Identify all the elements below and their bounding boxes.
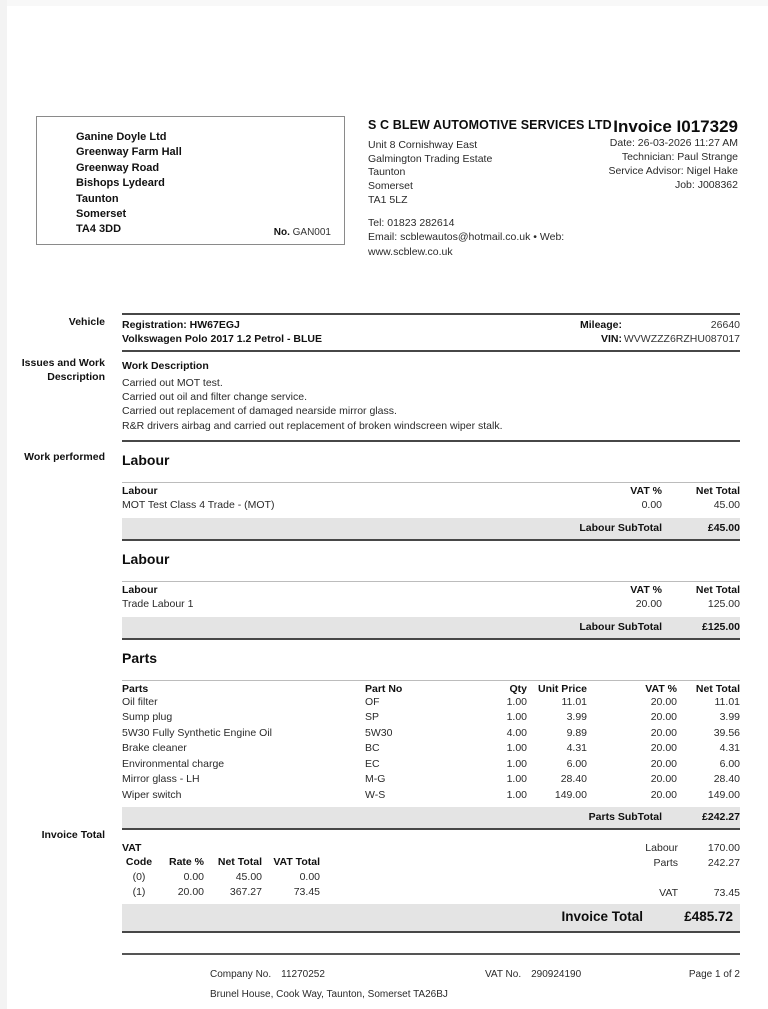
account-number	[274, 227, 331, 238]
column-header: Parts	[122, 682, 149, 695]
part-vat: 20.00	[650, 788, 677, 801]
labour1-subtotal-label: Labour SubTotal	[579, 522, 662, 535]
part-vat: 20.00	[650, 726, 677, 739]
vin-label: VIN:	[601, 333, 622, 345]
parts-row	[122, 788, 740, 804]
part-name: 5W30 Fully Synthetic Engine Oil	[122, 726, 272, 739]
part-vat: 20.00	[650, 757, 677, 770]
vat-header-row	[122, 855, 332, 870]
totals-spacer	[580, 872, 740, 886]
vehicle-row-model	[122, 332, 740, 346]
totals-vat-row	[580, 886, 740, 902]
parts-row	[122, 741, 740, 757]
work-description-line: Carried out replacement of damaged nearside mirror glass.	[122, 405, 397, 418]
vat-rate: 20.00	[177, 885, 204, 898]
column-header: Unit Price	[537, 682, 587, 695]
labour-item-net: 45.00	[713, 498, 740, 511]
column-header: Labour	[122, 484, 158, 497]
customer-address-line: Taunton	[76, 192, 119, 205]
part-vat: 20.00	[650, 742, 677, 755]
customer-address-line: Greenway Road	[76, 161, 160, 174]
invoice-total-bar	[122, 904, 740, 933]
part-net: 6.00	[719, 757, 740, 770]
invoice-title: Invoice I017329	[613, 117, 738, 136]
vat-net: 367.27	[229, 885, 262, 898]
account-number-label: No.	[273, 227, 290, 238]
column-header: Net Total	[695, 682, 740, 695]
part-name: Environmental charge	[122, 757, 225, 770]
part-no: OF	[365, 695, 380, 708]
vin-value: WVWZZZ6RZHU087017	[623, 333, 740, 345]
vat-total: 73.45	[293, 885, 320, 898]
customer-address-line: Somerset	[76, 208, 127, 221]
column-header: Qty	[509, 682, 527, 695]
part-name: Brake cleaner	[122, 742, 187, 755]
invoice-body	[122, 308, 740, 955]
registered-address: Brunel House, Cook Way, Taunton, Somerset TA26BJ	[210, 989, 448, 1000]
part-no: EC	[365, 757, 380, 770]
company-email-web: Email: scblewautos@hotmail.co.uk • Web: www.scblew.co.uk	[368, 231, 565, 259]
totals-labour-row	[580, 841, 740, 857]
part-qty: 1.00	[506, 773, 527, 786]
vat-code: (1)	[132, 885, 146, 898]
part-no: W-S	[365, 788, 386, 801]
vat-row	[122, 885, 332, 900]
part-vat: 20.00	[650, 711, 677, 724]
customer-address-box	[36, 116, 345, 245]
vehicle-mileage	[580, 318, 740, 332]
labour2-subtotal-label: Labour SubTotal	[579, 621, 662, 634]
invoice-meta	[608, 117, 738, 193]
page-edge-left	[0, 0, 7, 1009]
vat-total: 0.00	[299, 870, 320, 883]
part-qty: 1.00	[506, 742, 527, 755]
labour1-subtotal-bar	[122, 518, 740, 541]
part-unit-price: 28.40	[560, 773, 587, 786]
company-address-line: TA1 5LZ	[368, 193, 408, 206]
part-net: 39.56	[713, 726, 740, 739]
invoice-technician: Technician: Paul Strange	[621, 150, 738, 163]
section-label-invoice-total: Invoice Total	[41, 829, 105, 841]
column-header: Labour	[122, 583, 158, 596]
totals-vat-label: VAT	[659, 886, 678, 899]
vat-heading: VAT	[122, 841, 142, 854]
part-vat: 20.00	[650, 695, 677, 708]
invoice-total-value: £485.72	[684, 909, 733, 925]
totals-summary	[580, 841, 740, 902]
parts-subtotal-bar	[122, 807, 740, 830]
vat-number-value: 290924190	[531, 969, 582, 980]
parts-subtotal-value: £242.27	[702, 811, 740, 824]
parts-row	[122, 726, 740, 742]
vat-number	[485, 969, 581, 980]
column-header: Rate %	[168, 856, 204, 869]
vehicle-section	[122, 313, 740, 352]
column-header: Net Total	[695, 583, 740, 596]
work-description-heading: Work Description	[122, 360, 209, 372]
vat-number-label: VAT No.	[485, 969, 522, 980]
labour2-subtotal-value: £125.00	[702, 621, 740, 634]
part-no: SP	[365, 711, 380, 724]
invoice-totals-section	[122, 841, 740, 902]
parts-row	[122, 757, 740, 773]
company-address	[368, 139, 628, 208]
invoice-date: Date: 26-03-2026 11:27 AM	[609, 137, 738, 149]
section-label-vehicle: Vehicle	[68, 316, 105, 328]
mileage-label: Mileage:	[579, 319, 622, 331]
part-net: 3.99	[719, 711, 740, 724]
company-number-value: 11270252	[281, 969, 325, 980]
part-qty: 4.00	[506, 726, 527, 739]
part-no: 5W30	[365, 726, 393, 739]
vat-net: 45.00	[235, 870, 262, 883]
part-no: BC	[365, 742, 380, 755]
totals-vat-value: 73.45	[713, 886, 740, 899]
labour1-heading: Labour	[122, 451, 170, 468]
totals-parts-value: 242.27	[707, 857, 740, 870]
part-qty: 1.00	[506, 757, 527, 770]
page-indicator: Page 1 of 2	[688, 969, 740, 980]
customer-address-line: Greenway Farm Hall	[76, 146, 182, 159]
column-header: Net Total	[695, 484, 740, 497]
labour2-table	[122, 581, 740, 640]
work-description-line: R&R drivers airbag and carried out replacement of broken windscreen wiper stalk.	[122, 419, 503, 432]
labour-item-name: Trade Labour 1	[122, 597, 194, 610]
company-block	[368, 118, 628, 260]
section-label-issues-line2: Description	[47, 371, 105, 383]
company-address-line: Somerset	[368, 180, 413, 193]
part-unit-price: 6.00	[566, 757, 587, 770]
labour2-subtotal-bar	[122, 617, 740, 640]
part-net: 11.01	[714, 695, 740, 708]
invoice-total-label: Invoice Total	[561, 909, 643, 925]
part-unit-price: 4.31	[566, 742, 587, 755]
work-description-line: Carried out MOT test.	[122, 377, 223, 389]
part-qty: 1.00	[506, 695, 527, 708]
part-vat: 20.00	[650, 773, 677, 786]
column-header: Net Total	[217, 856, 262, 869]
totals-labour-value: 170.00	[707, 841, 740, 854]
company-address-line: Unit 8 Cornishway East	[368, 139, 478, 151]
work-description-line: Carried out oil and filter change service.	[122, 391, 308, 404]
part-net: 4.31	[719, 742, 740, 755]
labour2-heading: Labour	[122, 550, 170, 567]
column-header: VAT %	[630, 484, 662, 497]
labour1-subtotal-value: £45.00	[707, 522, 740, 535]
company-number	[210, 969, 325, 980]
part-name: Wiper switch	[122, 788, 182, 801]
company-number-label: Company No.	[210, 969, 272, 980]
parts-heading: Parts	[122, 649, 158, 666]
vehicle-model: Volkswagen Polo 2017 1.2 Petrol - BLUE	[122, 333, 322, 345]
totals-parts-label: Parts	[653, 857, 678, 870]
section-label-work-performed: Work performed	[24, 451, 105, 463]
part-name: Mirror glass - LH	[122, 773, 200, 786]
part-unit-price: 3.99	[566, 711, 587, 724]
labour-item-name: MOT Test Class 4 Trade - (MOT)	[122, 498, 275, 511]
part-unit-price: 9.89	[566, 726, 587, 739]
invoice-service-advisor: Service Advisor: Nigel Hake	[608, 164, 738, 177]
company-address-line: Taunton	[368, 166, 406, 179]
vat-row	[122, 870, 332, 885]
page-edge-top	[0, 0, 768, 6]
company-address-line: Galmington Trading Estate	[368, 152, 493, 165]
labour2-row	[122, 596, 740, 614]
part-no: M-G	[365, 773, 386, 786]
labour1-row	[122, 497, 740, 515]
part-name: Oil filter	[122, 695, 158, 708]
column-header: Part No	[365, 682, 403, 695]
work-description-section	[122, 352, 740, 442]
section-label-issues-line1: Issues and Work	[21, 357, 105, 369]
section-label-issues	[0, 356, 105, 384]
column-header: VAT %	[645, 682, 677, 695]
labour-item-net: 125.00	[707, 597, 740, 610]
column-header: Code	[125, 856, 153, 869]
labour2-header-row	[122, 581, 740, 596]
parts-table	[122, 680, 740, 830]
bottom-rule	[122, 953, 740, 955]
customer-postcode: TA4 3DD	[76, 223, 122, 236]
totals-parts-row	[580, 856, 740, 872]
part-qty: 1.00	[506, 711, 527, 724]
vehicle-vin	[601, 332, 740, 346]
customer-address-line: Bishops Lydeard	[76, 177, 165, 190]
parts-row	[122, 695, 740, 711]
labour1-header-row	[122, 482, 740, 497]
company-phone: Tel: 01823 282614	[368, 216, 455, 229]
part-net: 149.00	[707, 788, 740, 801]
vehicle-registration: Registration: HW67EGJ	[122, 319, 240, 331]
mileage-value: 26640	[710, 319, 740, 331]
part-unit-price: 11.01	[561, 695, 587, 708]
vat-rate: 0.00	[183, 870, 204, 883]
totals-labour-label: Labour	[645, 841, 678, 854]
parts-subtotal-label: Parts SubTotal	[588, 811, 662, 824]
part-qty: 1.00	[506, 788, 527, 801]
labour-item-vat: 0.00	[641, 498, 662, 511]
invoice-job-number: Job: J008362	[674, 178, 738, 191]
parts-row	[122, 772, 740, 788]
column-header: VAT Total	[273, 856, 320, 869]
part-unit-price: 149.00	[554, 788, 587, 801]
vat-breakdown-table	[122, 841, 332, 902]
company-name: S C BLEW AUTOMOTIVE SERVICES LTD	[368, 118, 612, 132]
customer-name: Ganine Doyle Ltd	[76, 131, 167, 143]
parts-header-row	[122, 680, 740, 695]
vehicle-row-registration	[122, 318, 740, 332]
part-name: Sump plug	[122, 711, 173, 724]
column-header: VAT %	[630, 583, 662, 596]
part-net: 28.40	[713, 773, 740, 786]
parts-row	[122, 710, 740, 726]
labour1-table	[122, 482, 740, 541]
vat-code: (0)	[132, 870, 146, 883]
account-number-value: GAN001	[292, 227, 331, 238]
labour-item-vat: 20.00	[635, 597, 662, 610]
